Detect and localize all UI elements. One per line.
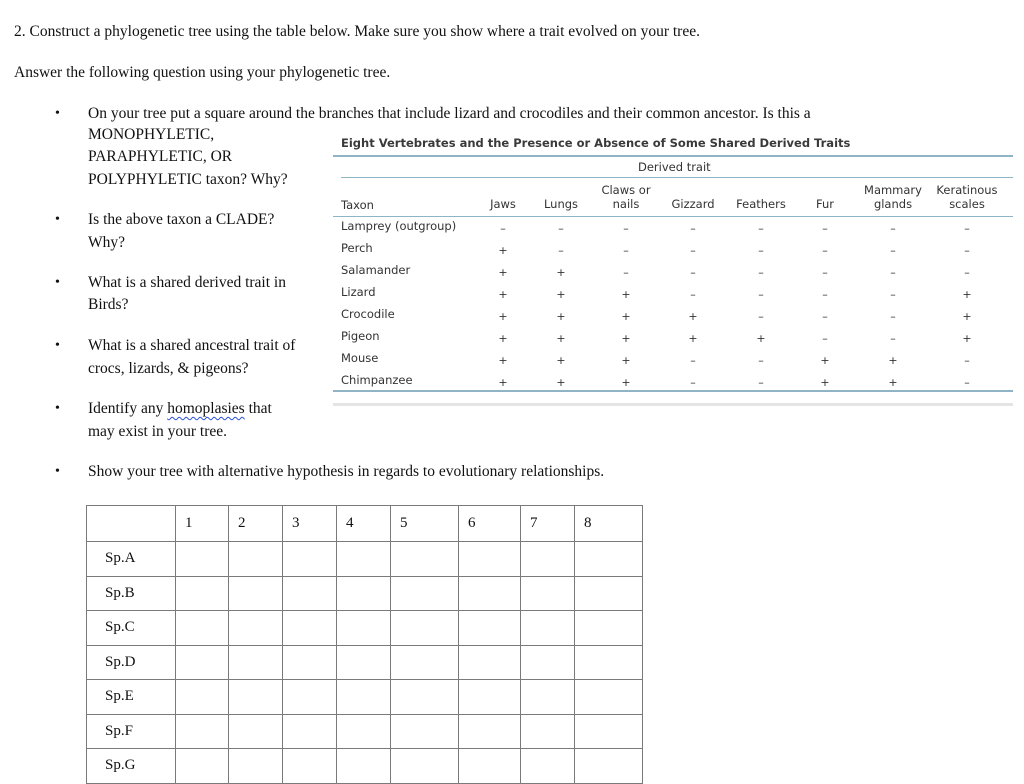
- matrix-cell[interactable]: [176, 645, 229, 680]
- matrix-column-header: 4: [337, 506, 391, 542]
- trait-cell: +: [962, 310, 972, 323]
- trait-cell: –: [758, 222, 764, 235]
- bullet-1-line-2: MONOPHYLETIC,: [88, 126, 215, 143]
- trait-cell: –: [758, 288, 764, 301]
- matrix-cell[interactable]: [459, 576, 521, 611]
- matrix-cell[interactable]: [575, 714, 643, 749]
- trait-cell: +: [688, 332, 698, 345]
- bullet-1-line-1: On your tree put a square around the branches that include lizard and crocodiles and their common ancestor. Is this a: [88, 105, 811, 122]
- trait-cell: –: [890, 332, 896, 345]
- trait-cell: +: [556, 288, 566, 301]
- matrix-cell[interactable]: [575, 645, 643, 680]
- table-shadow: [333, 403, 1013, 406]
- bullet-5-line-1: Identify any homoplasies that: [88, 400, 272, 417]
- matrix-cell[interactable]: [229, 611, 283, 646]
- trait-cell: –: [822, 310, 828, 323]
- species-label: Sp.D: [87, 645, 176, 680]
- spellcheck-word: homoplasies: [167, 400, 245, 417]
- species-label: Sp.E: [87, 680, 176, 715]
- matrix-cell[interactable]: [283, 542, 337, 577]
- question-heading: 2. Construct a phylogenetic tree using the table below. Make sure you show where a trait evolved on your tree.: [14, 23, 700, 40]
- trait-cell: –: [964, 376, 970, 389]
- matrix-cell[interactable]: [459, 749, 521, 784]
- trait-header: Mammary glands: [864, 183, 922, 211]
- trait-header: Lungs: [543, 197, 579, 211]
- trait-cell: –: [758, 310, 764, 323]
- matrix-cell[interactable]: [176, 680, 229, 715]
- bullet-3-line-1: What is a shared derived trait in: [88, 274, 286, 291]
- matrix-cell[interactable]: [459, 680, 521, 715]
- matrix-cell[interactable]: [337, 611, 391, 646]
- trait-cell: +: [962, 332, 972, 345]
- trait-cell: –: [690, 266, 696, 279]
- trait-cell: –: [500, 222, 506, 235]
- table-top-rule: [333, 155, 1013, 157]
- matrix-column-header: 3: [283, 506, 337, 542]
- matrix-column-header: 6: [459, 506, 521, 542]
- matrix-cell[interactable]: [337, 645, 391, 680]
- matrix-cell[interactable]: [391, 611, 459, 646]
- trait-cell: –: [964, 244, 970, 257]
- trait-cell: +: [498, 288, 508, 301]
- matrix-cell[interactable]: [459, 645, 521, 680]
- trait-cell: +: [556, 332, 566, 345]
- taxon-name: Mouse: [341, 351, 379, 365]
- matrix-cell[interactable]: [521, 749, 575, 784]
- matrix-cell[interactable]: [521, 714, 575, 749]
- trait-cell: –: [623, 222, 629, 235]
- matrix-cell[interactable]: [283, 680, 337, 715]
- matrix-row: [87, 680, 643, 715]
- matrix-cell[interactable]: [459, 542, 521, 577]
- bullet-marker: •: [55, 401, 60, 416]
- trait-cell: –: [890, 266, 896, 279]
- trait-header: Claws or nails: [601, 183, 651, 211]
- matrix-cell[interactable]: [391, 542, 459, 577]
- matrix-cell[interactable]: [283, 749, 337, 784]
- trait-cell: –: [964, 222, 970, 235]
- trait-header: Keratinous scales: [936, 183, 998, 211]
- matrix-cell[interactable]: [521, 542, 575, 577]
- trait-cell: +: [621, 332, 631, 345]
- matrix-row: [87, 542, 643, 577]
- trait-cell: –: [690, 244, 696, 257]
- matrix-cell[interactable]: [391, 680, 459, 715]
- matrix-cell[interactable]: [176, 749, 229, 784]
- trait-cell: +: [756, 332, 766, 345]
- matrix-row: [87, 749, 643, 784]
- taxon-name: Perch: [341, 241, 373, 255]
- species-label: Sp.F: [87, 714, 176, 749]
- species-label: Sp.A: [87, 542, 176, 577]
- matrix-cell[interactable]: [575, 576, 643, 611]
- matrix-row: [87, 645, 643, 680]
- trait-cell: +: [820, 376, 830, 389]
- bullet-2-line-2: Why?: [88, 234, 126, 251]
- bullet-marker: •: [55, 106, 60, 121]
- trait-cell: +: [498, 266, 508, 279]
- bullet-marker: •: [55, 338, 60, 353]
- table-title: Eight Vertebrates and the Presence or Absence of Some Shared Derived Traits: [341, 136, 851, 150]
- trait-cell: +: [888, 376, 898, 389]
- trait-cell: –: [822, 222, 828, 235]
- bullet-5-line-2: may exist in your tree.: [88, 423, 228, 440]
- header-rule: [333, 216, 1013, 217]
- matrix-cell[interactable]: [459, 714, 521, 749]
- trait-cell: –: [890, 288, 896, 301]
- trait-cell: –: [758, 244, 764, 257]
- bullet-4-line-1: What is a shared ancestral trait of: [88, 337, 296, 354]
- matrix-column-header: 5: [391, 506, 459, 542]
- derived-trait-header: Derived trait: [638, 160, 711, 174]
- trait-cell: –: [558, 244, 564, 257]
- bullet-4-line-2: crocs, lizards, & pigeons?: [88, 360, 249, 377]
- bullet-3-line-2: Birds?: [88, 296, 129, 313]
- trait-cell: –: [890, 310, 896, 323]
- matrix-column-header: 8: [575, 506, 643, 542]
- matrix-cell[interactable]: [229, 645, 283, 680]
- matrix-cell[interactable]: [229, 749, 283, 784]
- matrix-cell[interactable]: [391, 749, 459, 784]
- trait-cell: –: [964, 354, 970, 367]
- taxon-name: Salamander: [341, 263, 411, 277]
- trait-cell: +: [498, 354, 508, 367]
- trait-cell: +: [621, 354, 631, 367]
- taxon-name: Lizard: [341, 285, 376, 299]
- trait-cell: +: [498, 376, 508, 389]
- matrix-cell[interactable]: [337, 542, 391, 577]
- matrix-cell[interactable]: [575, 749, 643, 784]
- derived-trait-rule: [341, 177, 1013, 178]
- trait-cell: –: [623, 266, 629, 279]
- matrix-cell[interactable]: [391, 645, 459, 680]
- trait-header: Jaws: [490, 197, 516, 211]
- character-matrix: [86, 505, 643, 784]
- matrix-cell[interactable]: [521, 576, 575, 611]
- trait-cell: +: [962, 288, 972, 301]
- trait-cell: –: [690, 376, 696, 389]
- trait-cell: –: [758, 376, 764, 389]
- trait-cell: –: [822, 288, 828, 301]
- matrix-cell[interactable]: [391, 714, 459, 749]
- taxon-name: Chimpanzee: [341, 373, 413, 387]
- bullet-marker: •: [55, 275, 60, 290]
- instruction-text: Answer the following question using your phylogenetic tree.: [14, 64, 391, 81]
- matrix-row: [87, 714, 643, 749]
- trait-header: Gizzard: [671, 197, 715, 211]
- trait-cell: –: [690, 288, 696, 301]
- trait-cell: –: [964, 266, 970, 279]
- vertebrate-traits-table: [333, 128, 1019, 408]
- matrix-cell[interactable]: [337, 714, 391, 749]
- matrix-cell[interactable]: [229, 576, 283, 611]
- trait-cell: +: [556, 310, 566, 323]
- matrix-column-header: 7: [521, 506, 575, 542]
- bullet-1-line-4: POLYPHYLETIC taxon? Why?: [88, 171, 288, 188]
- taxon-name: Pigeon: [341, 329, 380, 343]
- matrix-cell[interactable]: [176, 542, 229, 577]
- trait-header: Feathers: [736, 197, 786, 211]
- matrix-cell[interactable]: [459, 611, 521, 646]
- matrix-column-header: 1: [176, 506, 229, 542]
- matrix-cell[interactable]: [229, 680, 283, 715]
- trait-header: Fur: [815, 197, 834, 211]
- matrix-cell[interactable]: [521, 645, 575, 680]
- species-label: Sp.G: [87, 749, 176, 784]
- matrix-column-header: 2: [229, 506, 283, 542]
- matrix-cell[interactable]: [575, 680, 643, 715]
- trait-cell: +: [820, 354, 830, 367]
- trait-cell: +: [498, 310, 508, 323]
- bullet-6-line-1: Show your tree with alternative hypothesis in regards to evolutionary relationships.: [88, 463, 605, 480]
- taxon-name: Lamprey (outgroup): [341, 219, 457, 233]
- matrix-cell[interactable]: [575, 542, 643, 577]
- trait-cell: +: [556, 266, 566, 279]
- trait-cell: –: [890, 244, 896, 257]
- trait-cell: –: [822, 244, 828, 257]
- table-bottom-rule: [333, 390, 1013, 392]
- species-label: Sp.B: [87, 576, 176, 611]
- matrix-cell[interactable]: [283, 576, 337, 611]
- trait-cell: +: [888, 354, 898, 367]
- matrix-cell[interactable]: [337, 680, 391, 715]
- trait-cell: –: [623, 244, 629, 257]
- bullet-1-line-3: PARAPHYLETIC, OR: [88, 148, 233, 165]
- matrix-row: [87, 611, 643, 646]
- trait-cell: +: [556, 376, 566, 389]
- matrix-cell[interactable]: [176, 611, 229, 646]
- matrix-cell[interactable]: [283, 714, 337, 749]
- matrix-cell[interactable]: [283, 611, 337, 646]
- trait-cell: –: [758, 266, 764, 279]
- matrix-cell[interactable]: [229, 542, 283, 577]
- matrix-row: [87, 576, 643, 611]
- matrix-cell[interactable]: [521, 680, 575, 715]
- bullet-2-line-1: Is the above taxon a CLADE?: [88, 211, 275, 228]
- matrix-cell[interactable]: [337, 576, 391, 611]
- trait-cell: +: [621, 288, 631, 301]
- matrix-cell[interactable]: [575, 611, 643, 646]
- matrix-cell[interactable]: [229, 714, 283, 749]
- trait-cell: –: [558, 222, 564, 235]
- trait-cell: –: [822, 332, 828, 345]
- trait-cell: –: [758, 354, 764, 367]
- trait-cell: +: [621, 310, 631, 323]
- bullet-marker: •: [55, 212, 60, 227]
- matrix-corner-cell: [87, 506, 176, 542]
- matrix-cell[interactable]: [391, 576, 459, 611]
- matrix-cell[interactable]: [337, 749, 391, 784]
- taxon-name: Crocodile: [341, 307, 395, 321]
- taxon-header: Taxon: [341, 198, 374, 212]
- matrix-cell[interactable]: [176, 576, 229, 611]
- trait-cell: –: [690, 354, 696, 367]
- trait-cell: +: [498, 244, 508, 257]
- trait-cell: +: [621, 376, 631, 389]
- trait-cell: –: [822, 266, 828, 279]
- matrix-cell[interactable]: [521, 611, 575, 646]
- trait-cell: +: [556, 354, 566, 367]
- trait-cell: –: [890, 222, 896, 235]
- matrix-cell[interactable]: [283, 645, 337, 680]
- trait-cell: +: [688, 310, 698, 323]
- bullet-marker: •: [55, 464, 60, 479]
- trait-cell: +: [498, 332, 508, 345]
- species-label: Sp.C: [87, 611, 176, 646]
- trait-cell: –: [690, 222, 696, 235]
- matrix-cell[interactable]: [176, 714, 229, 749]
